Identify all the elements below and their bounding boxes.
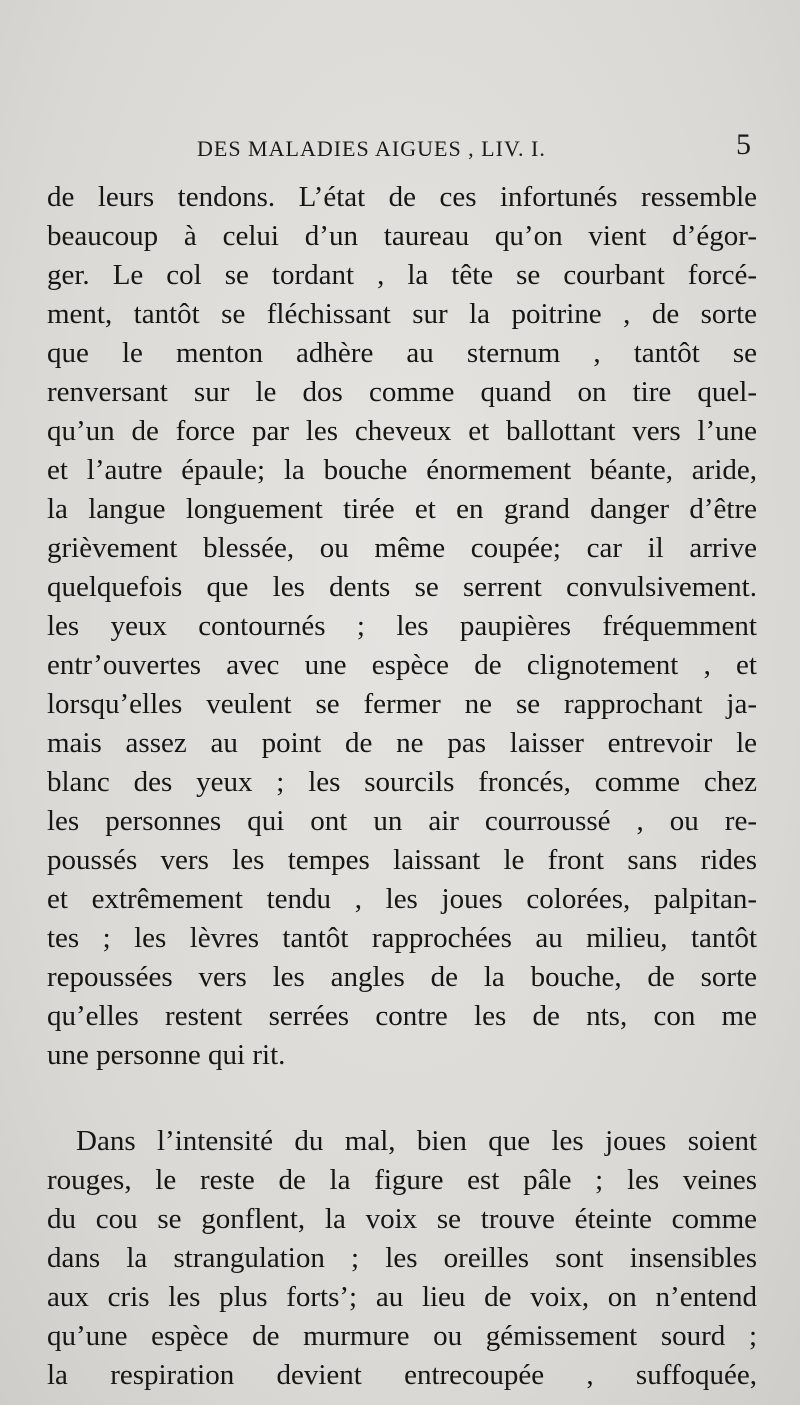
text-line: tes ; les lèvres tantôt rapprochées au milieu, tantôt — [47, 922, 757, 954]
text-line: rouges, le reste de la figure est pâle ; les veines — [47, 1164, 757, 1196]
page-header — [0, 128, 800, 168]
text-line: renversant sur le dos comme quand on tire quel- — [47, 376, 757, 408]
text-line: les personnes qui ont un air courroussé , ou re- — [47, 805, 757, 837]
text-line: du cou se gonflent, la voix se trouve éteinte comme — [47, 1203, 757, 1235]
text-line: qu’elles restent serrées contre les de nts, con me — [47, 1000, 757, 1032]
text-line: dans la strangulation ; les oreilles sont insensibles — [47, 1242, 757, 1274]
running-head: DES MALADIES AIGUES , LIV. I. — [197, 136, 546, 161]
text-line: ger. Le col se tordant , la tête se courbant forcé- — [47, 259, 757, 291]
text-line: lorsqu’elles veulent se fermer ne se rapprochant ja- — [47, 688, 757, 720]
text-line: entr’ouvertes avec une espèce de clignotement , et — [47, 649, 757, 681]
text-line: blanc des yeux ; les sourcils froncés, comme chez — [47, 766, 757, 798]
text-line: beaucoup à celui d’un taureau qu’on vient d’égor- — [47, 220, 757, 252]
text-line: aux cris les plus forts’; au lieu de voix, on n’entend — [47, 1281, 757, 1313]
text-line: les yeux contournés ; les paupières fréquemment — [47, 610, 757, 642]
text-line: mais assez au point de ne pas laisser entrevoir le — [47, 727, 757, 759]
text-line: repoussées vers les angles de la bouche, de sorte — [47, 961, 757, 993]
text-line: la respiration devient entrecoupée , suffoquée, — [47, 1359, 757, 1391]
text-line: et l’autre épaule; la bouche énormement béante, aride, — [47, 454, 757, 486]
text-line: une personne qui rit. — [47, 1039, 286, 1071]
text-line: la langue longuement tirée et en grand danger d’être — [47, 493, 757, 525]
text-line: poussés vers les tempes laissant le front sans rides — [47, 844, 757, 876]
text-line: grièvement blessée, ou même coupée; car il arrive — [47, 532, 757, 564]
text-line: ment, tantôt se fléchissant sur la poitrine , de sorte — [47, 298, 757, 330]
text-line: qu’un de force par les cheveux et ballottant vers l’une — [47, 415, 757, 447]
text-line: de leurs tendons. L’état de ces infortunés ressemble — [47, 181, 757, 213]
text-line: Dans l’intensité du mal, bien que les joues soient — [76, 1125, 757, 1157]
text-line: et extrêmement tendu , les joues colorées, palpitan- — [47, 883, 757, 915]
text-line: que le menton adhère au sternum , tantôt se — [47, 337, 757, 369]
text-line: quelquefois que les dents se serrent convulsivement. — [47, 571, 757, 603]
page-number: 5 — [736, 128, 751, 161]
text-line: qu’une espèce de murmure ou gémissement sourd ; — [47, 1320, 757, 1352]
